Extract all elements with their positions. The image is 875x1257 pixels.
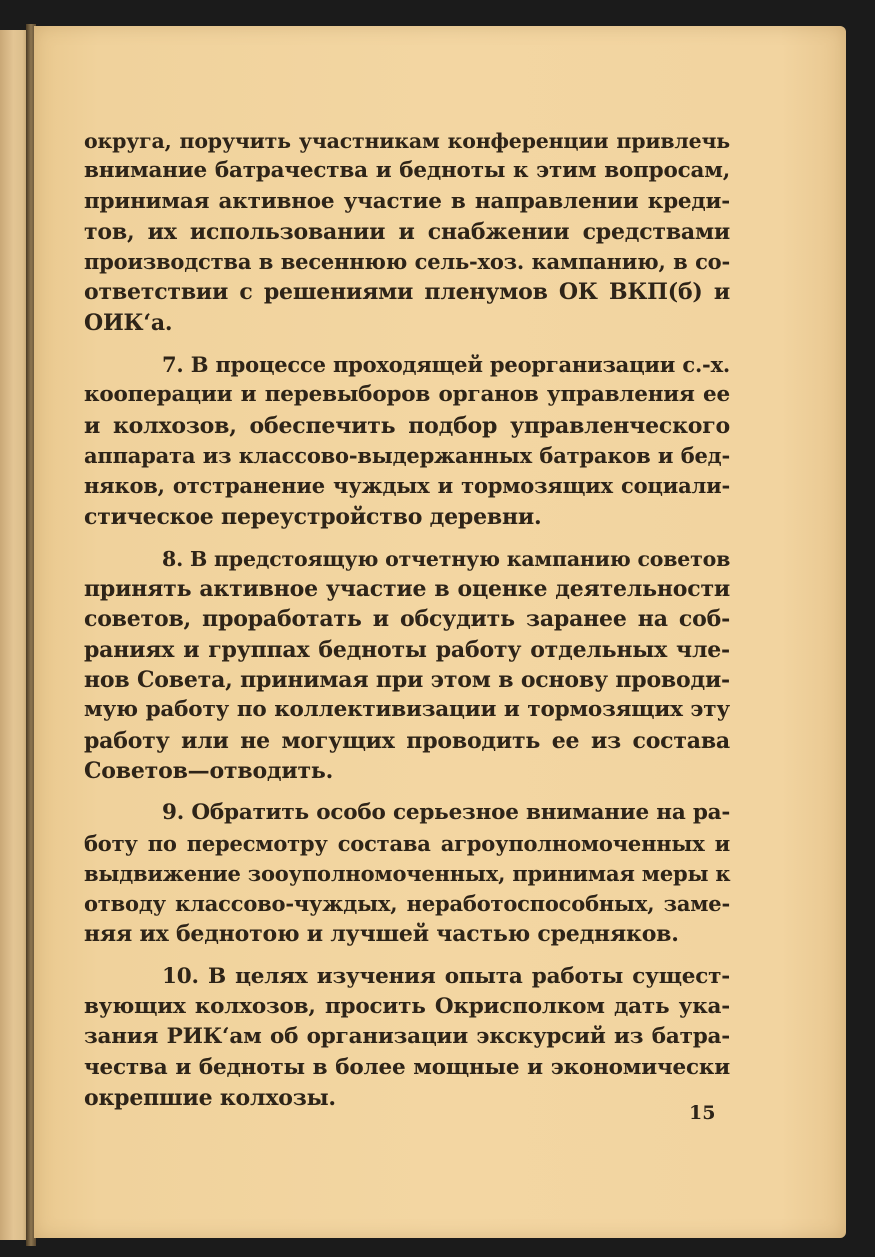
text-line: окрепшие колхозы.	[84, 1084, 336, 1111]
text-line: и колхозов, обеспечить подбор управленческого	[84, 412, 730, 439]
text-line: няков, отстранение чуждых и тормозящих социали-	[84, 473, 730, 499]
text-line: стическое переустройство деревни.	[84, 503, 542, 530]
text-line: отводу классово-чуждых, неработоспособных, заме-	[84, 891, 730, 917]
page-number: 15	[689, 1102, 716, 1124]
text-line: зания РИК‘ам об организации экскурсий из батра-	[84, 1024, 730, 1050]
text-line: няя их беднотою и лучшей частью средняков.	[84, 921, 679, 948]
paragraph-8	[84, 544, 730, 786]
text-line: производства в весеннюю сель-хоз. кампанию, в со-	[84, 249, 730, 275]
text-line: аппарата из классово-выдержанных батраков и бед-	[84, 442, 730, 468]
text-line: принимая активное участие в направлении креди-	[84, 188, 730, 214]
text-line: 9. Обратить особо серьезное внимание на ра-	[162, 800, 731, 826]
paragraph-continuation	[84, 126, 730, 338]
text-line: кооперации и перевыборов органов управления ее	[84, 382, 730, 408]
text-line: тов, их использовании и снабжении средствами	[84, 218, 730, 245]
text-line: нов Совета, принимая при этом в основу проводи-	[84, 667, 730, 694]
text-line: округа, поручить участникам конференции привлечь	[84, 129, 730, 153]
paragraph-10	[84, 962, 730, 1113]
text-line: внимание батрачества и бедноты к этим вопросам,	[84, 158, 730, 184]
text-line: 7. В процессе проходящей реорганизации с.-х.	[162, 352, 730, 378]
text-line: боту по пересмотру состава агроуполномоченных и	[84, 830, 730, 856]
text-line: работу или не могущих проводить ее из состава	[84, 727, 730, 754]
text-line: 8. В предстоящую отчетную кампанию советов	[162, 546, 731, 571]
text-line: ответствии с решениями пленумов ОК ВКП(б) и	[84, 279, 730, 306]
text-line: принять активное участие в оценке деятельности	[84, 576, 730, 603]
text-line: чества и бедноты в более мощные и экономически	[84, 1054, 730, 1080]
paragraph-7	[84, 350, 730, 532]
text-line: выдвижение зооуполномоченных, принимая меры к	[84, 860, 731, 886]
text-line: мую работу по коллективизации и тормозящих эту	[84, 697, 730, 723]
text-line: Советов—отводить.	[84, 757, 334, 784]
text-line: советов, проработать и обсудить заранее на соб-	[84, 606, 730, 633]
text-line: 10. В целях изучения опыта работы сущест-	[162, 963, 730, 989]
text-line: ОИК‘а.	[84, 309, 173, 336]
page-text	[84, 126, 730, 1125]
paragraph-9	[84, 798, 730, 949]
text-line: раниях и группах бедноты работу отдельных чле-	[84, 636, 730, 663]
text-line: вующих колхозов, просить Окрисполком дать ука-	[84, 994, 730, 1020]
